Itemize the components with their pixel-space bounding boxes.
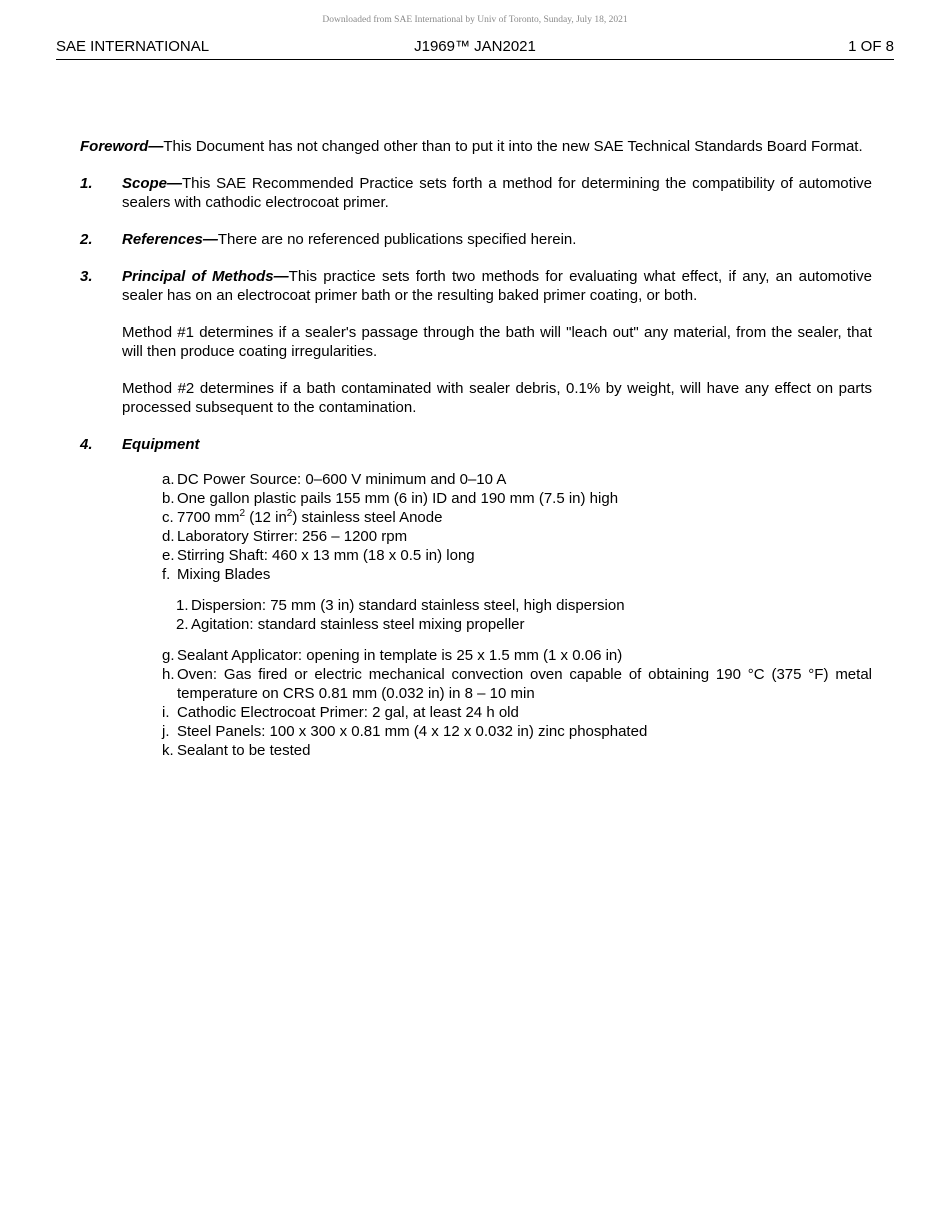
header-page-number: 1 OF 8 (848, 38, 894, 55)
list-item-text: Dispersion: 75 mm (3 in) standard stainless steel, high dispersion (191, 597, 625, 614)
list-item-text: Sealant to be tested (177, 742, 311, 759)
method-1-paragraph: Method #1 determines if a sealer's passage through the bath will "leach out" any material, from the sealer, that will then produce coating irregularities. (122, 324, 872, 360)
list-item (135, 470, 872, 489)
text-part: 7700 mm (177, 509, 240, 526)
header-doc-id: J1969™ JAN2021 (414, 38, 536, 55)
section-scope (80, 174, 872, 212)
list-marker: k. (162, 742, 174, 759)
section-number: 4. (80, 436, 93, 453)
list-item (135, 722, 872, 741)
list-item-text: Mixing Blades (177, 566, 271, 583)
page-header (56, 38, 894, 60)
header-org: SAE INTERNATIONAL (56, 38, 210, 55)
download-watermark: Downloaded from SAE International by Univ of Toronto, Sunday, July 18, 2021 (322, 15, 628, 25)
section-number: 2. (80, 231, 93, 248)
list-item-text: DC Power Source: 0–600 V minimum and 0–10 A (177, 471, 507, 488)
list-item-text: One gallon plastic pails 155 mm (6 in) ID and 190 mm (7.5 in) high (177, 490, 619, 507)
list-marker: d. (162, 528, 175, 545)
foreword (80, 137, 872, 156)
list-marker: i. (162, 704, 170, 721)
scope-paragraph (122, 174, 872, 212)
list-marker: f. (162, 566, 171, 583)
superscript: 2 (239, 508, 246, 519)
list-item-text (177, 509, 442, 526)
list-item-text: Sealant Applicator: opening in template is 25 x 1.5 mm (1 x 0.06 in) (177, 647, 623, 664)
superscript: 2 (286, 508, 293, 519)
list-item (135, 596, 872, 615)
list-item-text: Agitation: standard stainless steel mixing propeller (191, 616, 525, 633)
document-body (80, 137, 872, 760)
list-marker: 2. (176, 616, 189, 633)
list-item-text: Steel Panels: 100 x 300 x 0.81 mm (4 x 12 x 0.032 in) zinc phosphated (177, 723, 648, 740)
list-item (135, 489, 872, 508)
section-text: This practice sets forth two methods for evaluating what effect, if any, an automotive sealer has on an electrocoat primer bath or the resulting baked primer coating, or both. (122, 268, 872, 304)
mixing-blades-sublist (135, 596, 872, 634)
foreword-text: This Document has not changed other than to put it into the new SAE Technical Standards Board Format. (163, 138, 863, 155)
section-number: 1. (80, 175, 93, 192)
method-2-paragraph: Method #2 determines if a bath contaminated with sealer debris, 0.1% by weight, will have any effect on parts processed subsequent to the contamination. (122, 380, 872, 416)
section-equipment (80, 435, 872, 454)
list-item (135, 508, 872, 527)
section-title: References— (122, 231, 218, 248)
section-methods (80, 267, 872, 417)
text-part: ) stainless steel Anode (292, 509, 443, 526)
list-marker: c. (162, 509, 174, 526)
foreword-title: Foreword— (80, 138, 164, 155)
equipment-heading (122, 435, 872, 454)
list-marker: a. (162, 471, 175, 488)
methods-paragraph (122, 267, 872, 305)
text-part: (12 in (245, 509, 287, 526)
list-marker: e. (162, 547, 175, 564)
references-paragraph (122, 230, 872, 249)
list-marker: h. (162, 666, 175, 683)
list-item (135, 546, 872, 565)
list-item (135, 665, 872, 703)
list-marker: j. (162, 723, 170, 740)
list-marker: 1. (176, 597, 189, 614)
list-item (135, 615, 872, 634)
list-item (135, 703, 872, 722)
list-item-text: Laboratory Stirrer: 256 – 1200 rpm (177, 528, 408, 545)
section-title: Equipment (122, 436, 200, 453)
list-item (135, 741, 872, 760)
section-references (80, 230, 872, 249)
equipment-list (80, 470, 872, 760)
section-title: Scope— (122, 175, 183, 192)
list-item (135, 565, 872, 584)
list-item-text: Stirring Shaft: 460 x 13 mm (18 x 0.5 in) long (177, 547, 475, 564)
section-number: 3. (80, 268, 93, 285)
list-item (135, 646, 872, 665)
section-text: There are no referenced publications specified herein. (217, 231, 577, 248)
list-item-text: Oven: Gas fired or electric mechanical convection oven capable of obtaining 190 °C (375 °F) metal temperature on CRS 0.81 mm (0.032 in) in 8 – 10 min (177, 666, 872, 702)
list-item-text: Cathodic Electrocoat Primer: 2 gal, at least 24 h old (177, 704, 519, 721)
list-marker: b. (162, 490, 175, 507)
section-title: Principal of Methods— (122, 268, 289, 285)
section-text: This SAE Recommended Practice sets forth a method for determining the compatibility of automotive sealers with cathodic electrocoat primer. (122, 175, 872, 211)
list-item (135, 527, 872, 546)
list-marker: g. (162, 647, 175, 664)
